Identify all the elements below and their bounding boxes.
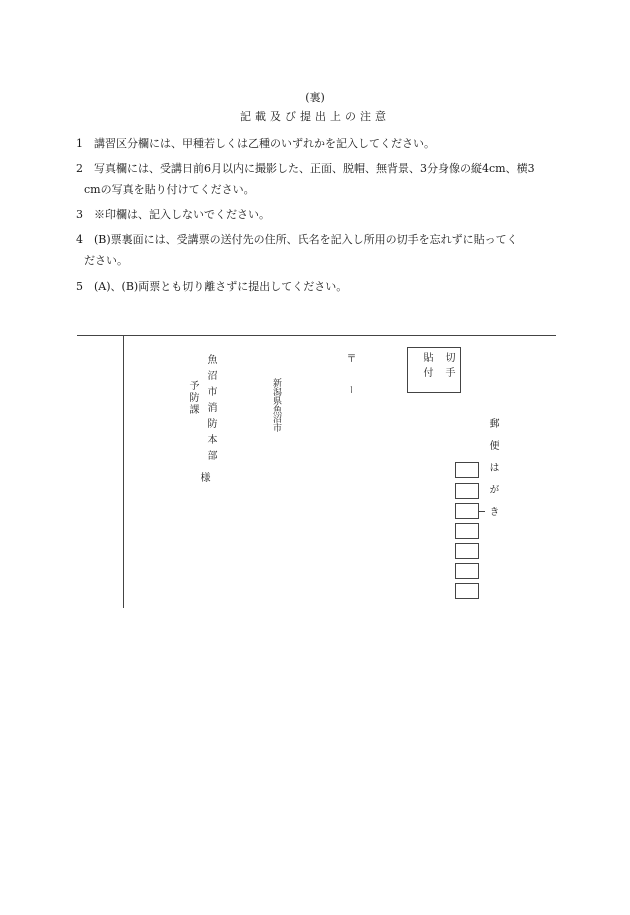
postcard-left-border <box>123 335 124 608</box>
note-number: 5 <box>76 280 83 293</box>
note-text: ※印欄は、記入しないでください。 <box>94 208 270 221</box>
stamp-label-col1: 切手 <box>443 352 454 382</box>
page-title: 記載及び提出上の注意 <box>240 110 390 123</box>
postcard-label: 郵便はがき <box>487 418 498 528</box>
recipient-line1: 魚沼市消防本部 <box>205 354 216 466</box>
zip-digit-box <box>455 543 479 559</box>
postal-mark: 〒 <box>344 353 355 368</box>
stamp-box <box>407 347 461 393</box>
note-4 <box>76 229 556 271</box>
zip-digit-box <box>455 523 479 539</box>
note-continuation: ださい。 <box>84 254 128 267</box>
zip-digit-box <box>455 583 479 599</box>
zip-digit-box <box>455 563 479 579</box>
note-3 <box>76 204 556 225</box>
zip-dash-mark: ー <box>345 385 355 394</box>
note-5 <box>76 276 556 297</box>
note-number: 2 <box>76 162 83 175</box>
note-text: 写真欄には、受講日前6月以内に撮影した、正面、脱帽、無背景、3分身像の縦4cm、横3 <box>94 162 535 175</box>
note-text: (A)、(B)両票とも切り離さずに提出してください。 <box>94 280 348 293</box>
address-line: 新潟県魚沼市 <box>271 378 281 432</box>
side-label: (裏) <box>305 91 325 104</box>
note-1 <box>76 133 556 154</box>
honorific: 様 <box>198 472 209 487</box>
recipient-line2: 予防課 <box>187 380 198 416</box>
zip-separator <box>479 511 485 512</box>
zip-digit-box <box>455 462 479 478</box>
note-continuation: cmの写真を貼り付けてください。 <box>84 183 255 196</box>
note-text: (B)票裏面には、受講票の送付先の住所、氏名を記入し所用の切手を忘れずに貼ってく <box>94 233 518 246</box>
note-number: 3 <box>76 208 83 221</box>
note-2 <box>76 158 556 200</box>
postcard-top-border <box>77 335 556 336</box>
zip-digit-box <box>455 483 479 499</box>
note-number: 4 <box>76 233 83 246</box>
note-text: 講習区分欄には、甲種若しくは乙種のいずれかを記入してください。 <box>94 137 435 150</box>
note-number: 1 <box>76 137 83 150</box>
zip-digit-box <box>455 503 479 519</box>
stamp-label-col2: 貼付 <box>421 352 432 382</box>
